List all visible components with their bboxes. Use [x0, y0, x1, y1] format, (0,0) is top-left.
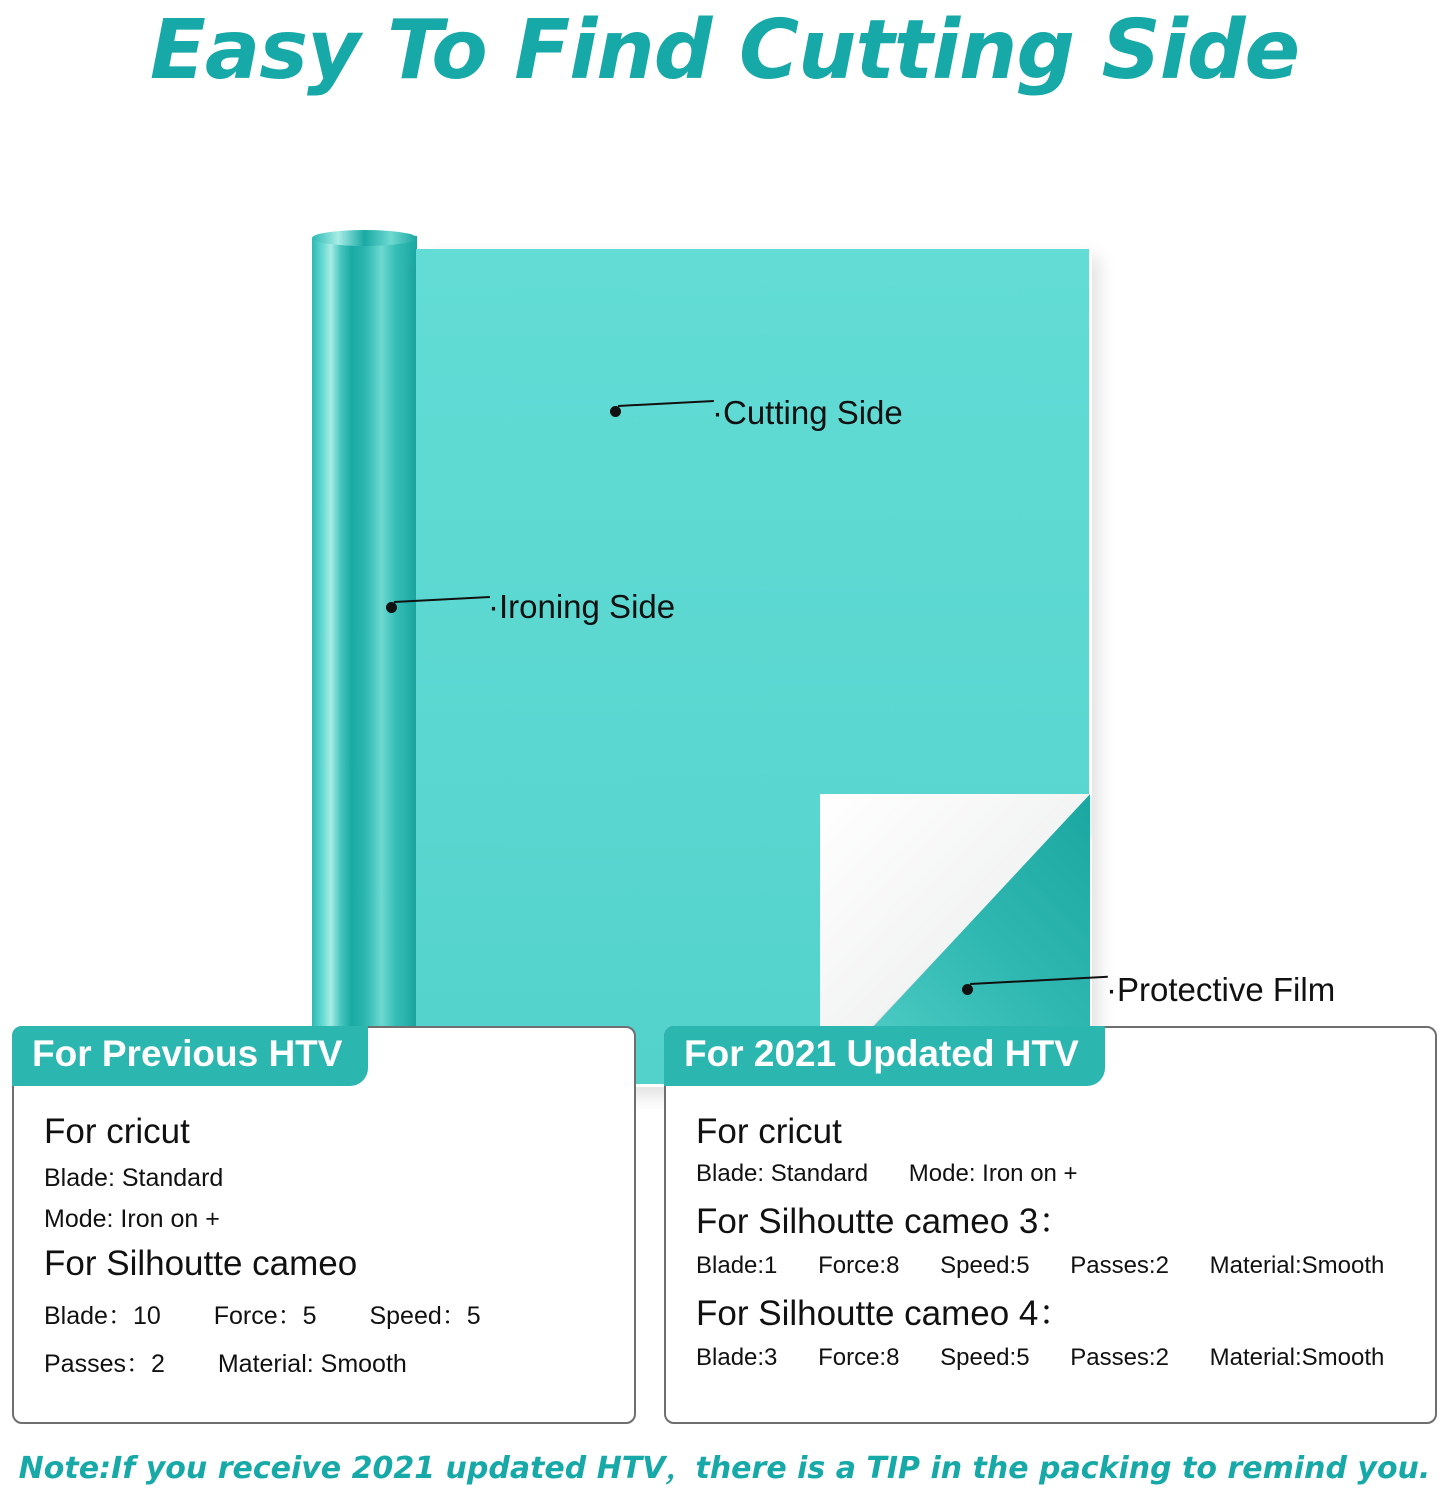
- spec-row: [44, 1344, 612, 1380]
- spec-value: Passes:2: [1070, 1344, 1169, 1371]
- device-title-silhouette-cameo-3: For Silhoutte cameo 3：: [696, 1202, 1074, 1241]
- spec-value: Material:Smooth: [1209, 1252, 1385, 1279]
- spec-value: Mode: Iron on +: [44, 1205, 220, 1233]
- panel-previous-htv: [12, 1026, 636, 1424]
- vinyl-roll: [312, 236, 417, 1091]
- label-cutting-side: ·Cutting Side: [712, 394, 903, 432]
- htv-illustration: [0, 94, 1449, 1009]
- spec-row: [44, 1205, 612, 1234]
- spec-value: Speed：5: [369, 1302, 481, 1330]
- spec-value: Force：5: [213, 1302, 317, 1330]
- spec-value: Material:Smooth: [1209, 1344, 1385, 1371]
- label-ironing-side: ·Ironing Side: [488, 588, 676, 626]
- label-protective-film: ·Protective Film: [1106, 971, 1336, 1009]
- spec-value: Passes：2: [44, 1350, 165, 1378]
- spec-value: Material: Smooth: [217, 1350, 407, 1378]
- vinyl-roll-top-edge: [312, 230, 417, 246]
- spec-value: Blade: Standard: [44, 1164, 224, 1192]
- footer-note: Note:If you receive 2021 updated HTV，there is a TIP in the packing to remind you.: [18, 1451, 1431, 1486]
- spec-value: Blade：10: [44, 1302, 161, 1330]
- panel-previous-htv-title: For Previous HTV: [12, 1026, 368, 1086]
- device-title-cricut: For cricut: [44, 1112, 190, 1151]
- spec-value: Speed:5: [940, 1252, 1030, 1279]
- settings-panels: [0, 1026, 1449, 1424]
- spec-row: [696, 1252, 1413, 1280]
- spec-value: Force:8: [818, 1344, 900, 1371]
- panel-updated-htv-title: For 2021 Updated HTV: [664, 1026, 1105, 1086]
- spec-row: [44, 1296, 612, 1332]
- spec-row: [696, 1344, 1413, 1372]
- spec-row: [696, 1160, 1413, 1188]
- spec-value: Speed:5: [940, 1344, 1030, 1371]
- spec-value: Passes:2: [1070, 1252, 1169, 1279]
- device-title-silhouette-cameo: For Silhoutte cameo: [44, 1244, 358, 1283]
- spec-row: [44, 1164, 612, 1193]
- panel-updated-htv: [664, 1026, 1437, 1424]
- spec-value: Blade:1: [696, 1252, 778, 1279]
- spec-value: Force:8: [818, 1252, 900, 1279]
- spec-value: Mode: Iron on +: [908, 1160, 1078, 1187]
- device-title-cricut: For cricut: [696, 1112, 842, 1151]
- page-title: Easy To Find Cutting Side: [149, 3, 1300, 98]
- spec-value: Blade: Standard: [696, 1160, 869, 1187]
- spec-value: Blade:3: [696, 1344, 778, 1371]
- device-title-silhouette-cameo-4: For Silhoutte cameo 4：: [696, 1294, 1074, 1333]
